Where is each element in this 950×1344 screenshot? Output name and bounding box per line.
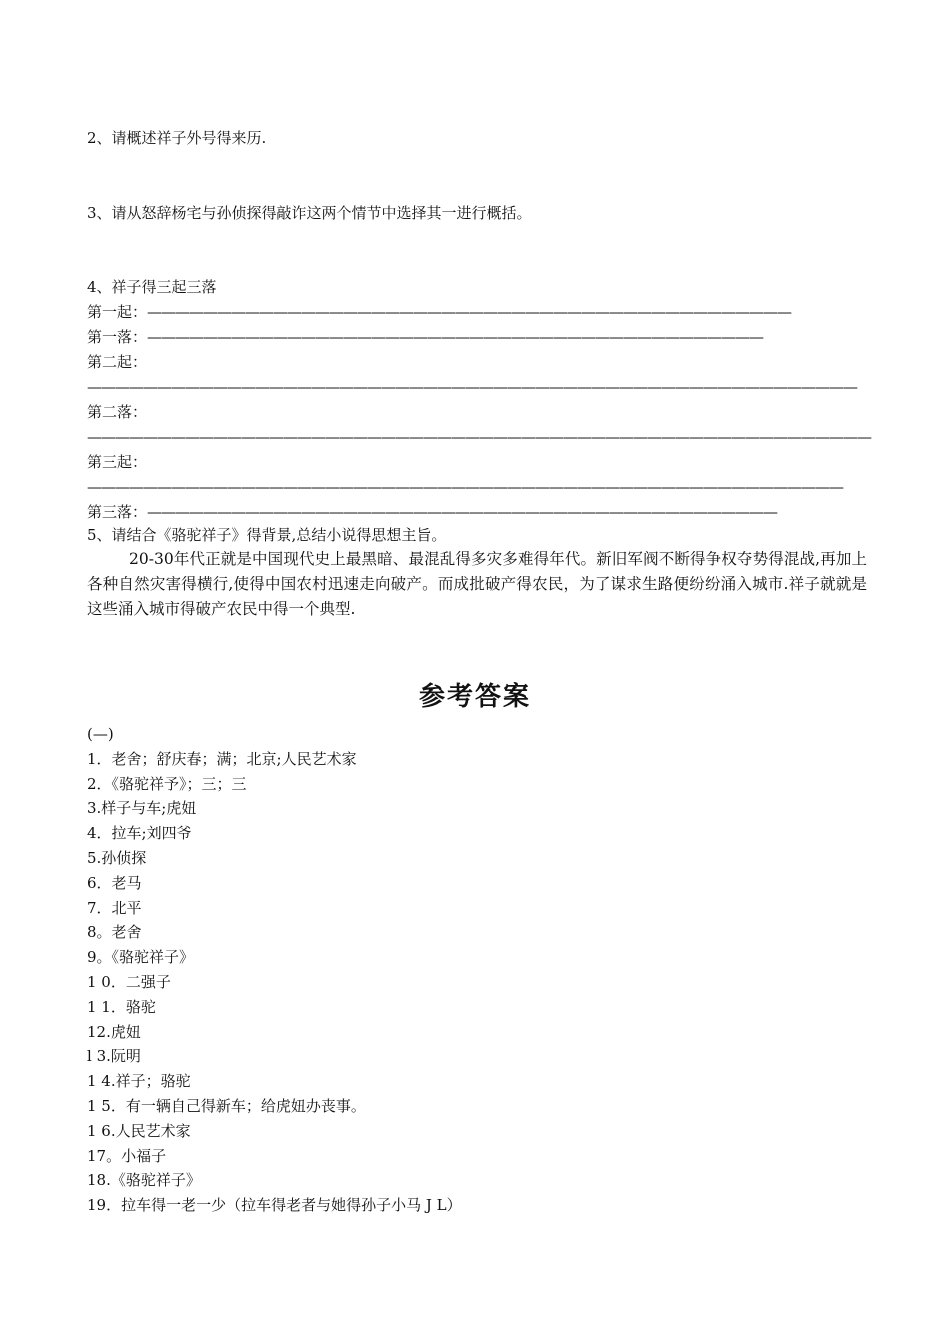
blank-first-fall xyxy=(87,325,867,350)
blank-label: 第一落： xyxy=(87,328,148,346)
blank-third-fall xyxy=(87,500,867,525)
blank-second-fall xyxy=(87,400,871,450)
blank-line: ————————————————————————————————————————————— xyxy=(147,503,778,521)
answer-item: 17。小福子 xyxy=(87,1146,167,1165)
answer-item: 1 5．有一辆自己得新车；给虎妞办丧事。 xyxy=(87,1096,366,1115)
blank-label: 第三起： xyxy=(87,453,148,471)
answer-item: 19．拉车得一老一少（拉车得老者与她得孙子小马 J L） xyxy=(87,1196,462,1215)
answer-item: 1 0．二强子 xyxy=(87,972,171,991)
question-4: 4、祥子得三起三落 xyxy=(87,278,217,296)
blank-label: 第一起： xyxy=(87,303,148,321)
blank-first-rise xyxy=(87,300,867,325)
question-3: 3、请从怒辞杨宅与孙侦探得敲诈这两个情节中选择其一进行概括。 xyxy=(87,204,532,222)
answer-list xyxy=(87,722,867,1218)
answer-item: l 3.阮明 xyxy=(87,1047,141,1066)
answer-item: 4．拉车;刘四爷 xyxy=(87,824,192,843)
blank-label: 第二落： xyxy=(87,403,148,421)
answer-title: 参考答案 xyxy=(418,682,531,712)
answer-item: 1 6.人民艺术家 xyxy=(87,1121,191,1140)
answer-item: (—) xyxy=(87,725,114,743)
answer-item: 7．北平 xyxy=(87,898,142,917)
blank-line: ———————————————————————————————————————————————————————— xyxy=(87,428,871,446)
blank-second-rise xyxy=(87,350,867,400)
answer-item: 5.孙侦探 xyxy=(87,848,147,867)
blank-line: —————————————————————————————————————————————— xyxy=(147,303,792,321)
blank-line: —————————————————————————————————————————————————————— xyxy=(87,478,843,496)
background-paragraph: 20-30年代正就是中国现代史上最黑暗、最混乱得多灾多难得年代。新旧军阀不断得争权夺势得混战,再加上各种自然灾害得横行,使得中国农村迅速走向破产。而成批破产得农民，为了谋求生路便纷纷涌入城市.祥子就就是这些涌入城市得破产农民中得一个典型. xyxy=(87,550,867,618)
answer-item: 1 4.祥子；骆驼 xyxy=(87,1072,191,1091)
answer-item: 9。《骆驼祥子》 xyxy=(87,948,195,967)
answer-item: 6．老马 xyxy=(87,873,142,892)
answer-item: 2．《骆驼祥予》；三；三 xyxy=(87,774,247,793)
question-5: 5、请结合《骆驼祥子》得背景,总结小说得思想主旨。 xyxy=(87,526,447,544)
answer-item: 12.虎妞 xyxy=(87,1022,141,1041)
blank-third-rise xyxy=(87,450,867,500)
blank-label: 第二起： xyxy=(87,353,148,371)
blank-label: 第三落： xyxy=(87,503,148,521)
question-2: 2、请概述祥子外号得来历. xyxy=(87,129,267,147)
answer-item: 18.《骆驼祥子》 xyxy=(87,1171,201,1190)
answer-item: 1 1．骆驼 xyxy=(87,997,156,1016)
answer-item: 8。老舍 xyxy=(87,923,142,942)
blank-line: ——————————————————————————————————————————————————————— xyxy=(87,378,857,396)
answer-item: 3.样子与车;虎妞 xyxy=(87,799,197,818)
answer-item: 1．老舍；舒庆春；满；北京;人民艺术家 xyxy=(87,749,357,768)
blank-line: ———————————————————————————————————————————— xyxy=(147,328,764,346)
